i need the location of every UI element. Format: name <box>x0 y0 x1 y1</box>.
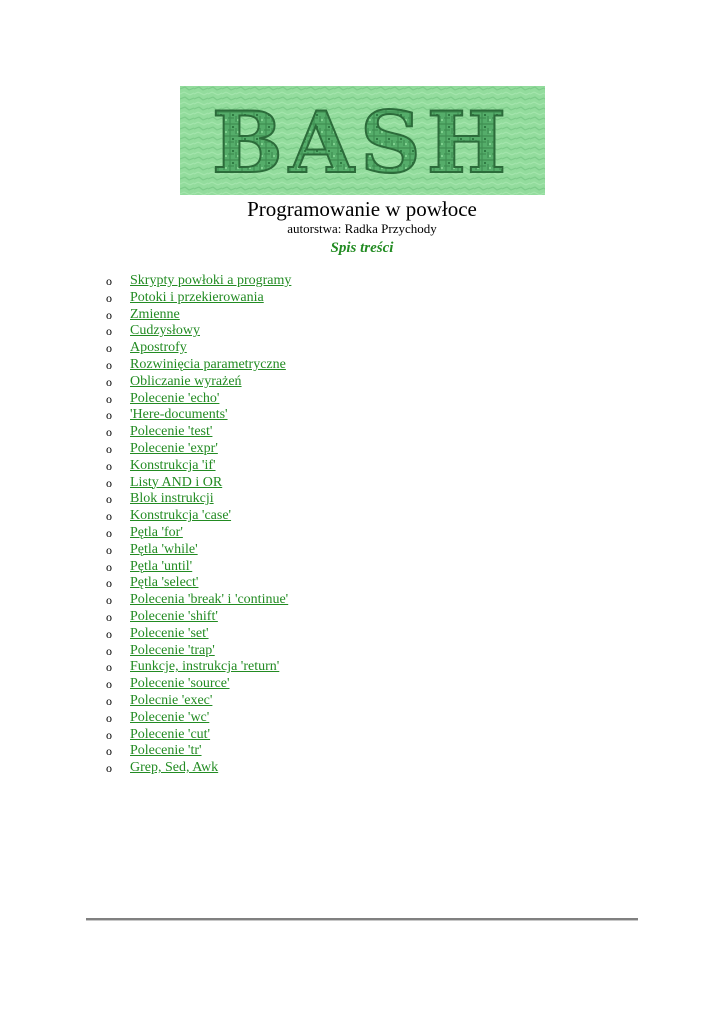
toc-link-if[interactable]: Konstrukcja 'if' <box>130 457 216 473</box>
bullet-icon: o <box>106 475 112 490</box>
toc-link-source[interactable]: Polecenie 'source' <box>130 676 230 692</box>
bullet-icon: o <box>106 744 112 759</box>
bullet-icon: o <box>106 274 112 288</box>
toc-link-break-continue[interactable]: Polecenia 'break' i 'continue' <box>130 592 289 608</box>
toc-link-set[interactable]: Polecenie 'set' <box>130 625 209 641</box>
toc-link-funkcje[interactable]: Funkcje, instrukcja 'return' <box>130 659 280 675</box>
toc-link-potoki[interactable]: Potoki i przekierowania <box>130 289 264 305</box>
toc-link-select[interactable]: Pętla 'select' <box>130 575 199 591</box>
bullet-icon: o <box>106 727 112 742</box>
toc-link-cut[interactable]: Polecenie 'cut' <box>130 726 211 742</box>
toc-link-zmienne[interactable]: Zmienne <box>130 306 180 322</box>
bullet-icon: o <box>106 341 112 356</box>
bullet-icon: o <box>106 509 112 524</box>
bullet-icon: o <box>106 626 112 641</box>
toc-link-tr[interactable]: Polecenie 'tr' <box>130 743 202 759</box>
toc-link-echo[interactable]: Polecenie 'echo' <box>130 390 220 406</box>
toc-link-cudzyslowy[interactable]: Cudzysłowy <box>130 323 200 339</box>
bullet-icon: o <box>106 458 112 473</box>
bullet-icon: o <box>106 391 112 406</box>
toc-link-skrypty[interactable]: Skrypty powłoki a programy <box>130 273 292 288</box>
toc-link-grep-sed-awk[interactable]: Grep, Sed, Awk <box>130 760 219 776</box>
footer-divider <box>86 918 638 921</box>
author-line: autorstwa: Radka Przychody <box>287 221 437 236</box>
bullet-icon: o <box>106 710 112 725</box>
toc-link-test[interactable]: Polecenie 'test' <box>130 424 213 440</box>
bullet-icon: o <box>106 609 112 624</box>
bash-logo <box>180 86 545 195</box>
bullet-icon: o <box>106 643 112 658</box>
toc-link-shift[interactable]: Polecenie 'shift' <box>130 608 218 624</box>
bullet-icon: o <box>106 290 112 305</box>
toc-link-until[interactable]: Pętla 'until' <box>130 558 193 574</box>
toc-link-while[interactable]: Pętla 'while' <box>130 541 198 557</box>
toc-link-for[interactable]: Pętla 'for' <box>130 524 183 540</box>
toc-link-expr[interactable]: Polecenie 'expr' <box>130 440 218 456</box>
bullet-icon: o <box>106 593 112 608</box>
bullet-icon: o <box>106 374 112 389</box>
toc-link-exec[interactable]: Polecnie 'exec' <box>130 692 213 708</box>
bullet-icon: o <box>106 559 112 574</box>
toc-link-wc[interactable]: Polecenie 'wc' <box>130 709 210 725</box>
bullet-icon: o <box>106 525 112 540</box>
toc-link-apostrofy[interactable]: Apostrofy <box>130 340 187 356</box>
bullet-icon: o <box>106 761 112 776</box>
bullet-icon: o <box>106 408 112 423</box>
bullet-icon: o <box>106 677 112 692</box>
toc-link-trap[interactable]: Polecenie 'trap' <box>130 642 215 658</box>
bullet-icon: o <box>106 693 112 708</box>
toc-link-obliczanie[interactable]: Obliczanie wyrażeń <box>130 373 242 389</box>
toc-link-case[interactable]: Konstrukcja 'case' <box>130 508 232 524</box>
bullet-icon: o <box>106 441 112 456</box>
bullet-icon: o <box>106 425 112 440</box>
toc-link-rozwiniecia[interactable]: Rozwinięcia parametryczne <box>130 356 286 372</box>
bullet-icon: o <box>106 307 112 322</box>
toc-link-blok[interactable]: Blok instrukcji <box>130 491 214 507</box>
logo-text: BASH <box>211 93 513 192</box>
toc-heading: Spis treści <box>330 240 394 256</box>
bullet-icon: o <box>106 324 112 339</box>
bullet-icon: o <box>106 542 112 557</box>
bullet-icon: o <box>106 357 112 372</box>
page-title: Programowanie w powłoce <box>247 197 477 221</box>
toc-link-here-documents[interactable]: 'Here-documents' <box>130 407 228 423</box>
bullet-icon: o <box>106 660 112 675</box>
toc-link-and-or[interactable]: Listy AND i OR <box>130 474 223 490</box>
bullet-icon: o <box>106 576 112 591</box>
bullet-icon: o <box>106 492 112 507</box>
